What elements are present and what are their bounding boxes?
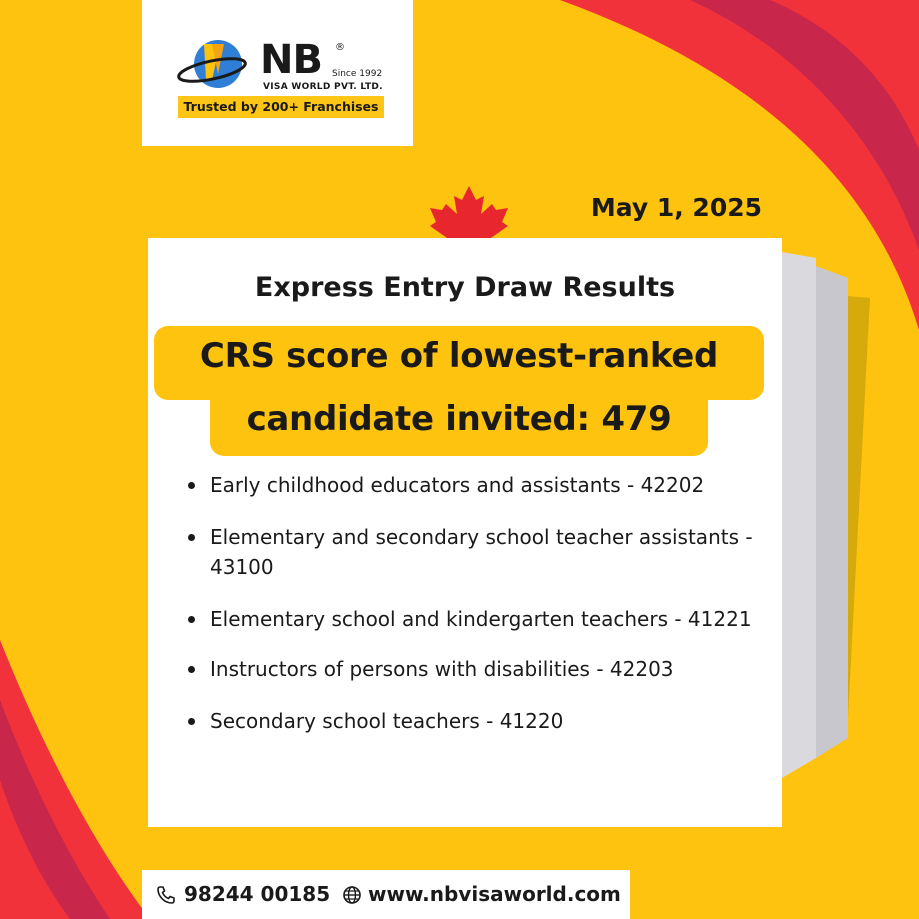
draw-date: May 1, 2025 [590, 193, 762, 222]
list-item: Instructors of persons with disabilities - 42203 [184, 654, 764, 684]
list-item: Early childhood educators and assistants - 42202 [184, 470, 764, 500]
globe-icon [342, 885, 362, 905]
registered-mark: ® [335, 42, 345, 53]
logo-box [142, 0, 413, 146]
crs-score-line-1: CRS score of lowest-ranked [199, 336, 719, 376]
results-card [148, 238, 782, 827]
phone-icon [156, 885, 176, 905]
trusted-badge: Trusted by 200+ Franchises [178, 96, 384, 118]
logo-text: NB [260, 37, 322, 83]
company-name: VISA WORLD PVT. LTD. [263, 82, 383, 92]
list-item: Secondary school teachers - 41220 [184, 706, 764, 736]
phone-number[interactable]: 98244 00185 [184, 882, 331, 906]
since-text: Since 1992 [332, 69, 383, 79]
card-title: Express Entry Draw Results [254, 272, 676, 303]
contact-footer [142, 870, 630, 919]
crs-score-line-2: candidate invited: 479 [246, 399, 672, 439]
list-item: Elementary and secondary school teacher assistants - 43100 [184, 522, 764, 582]
list-item: Elementary school and kindergarten teachers - 41221 [184, 604, 764, 634]
occupation-list [184, 470, 764, 736]
website-link[interactable]: www.nbvisaworld.com [368, 882, 621, 906]
globe-swoosh-icon [176, 34, 248, 94]
